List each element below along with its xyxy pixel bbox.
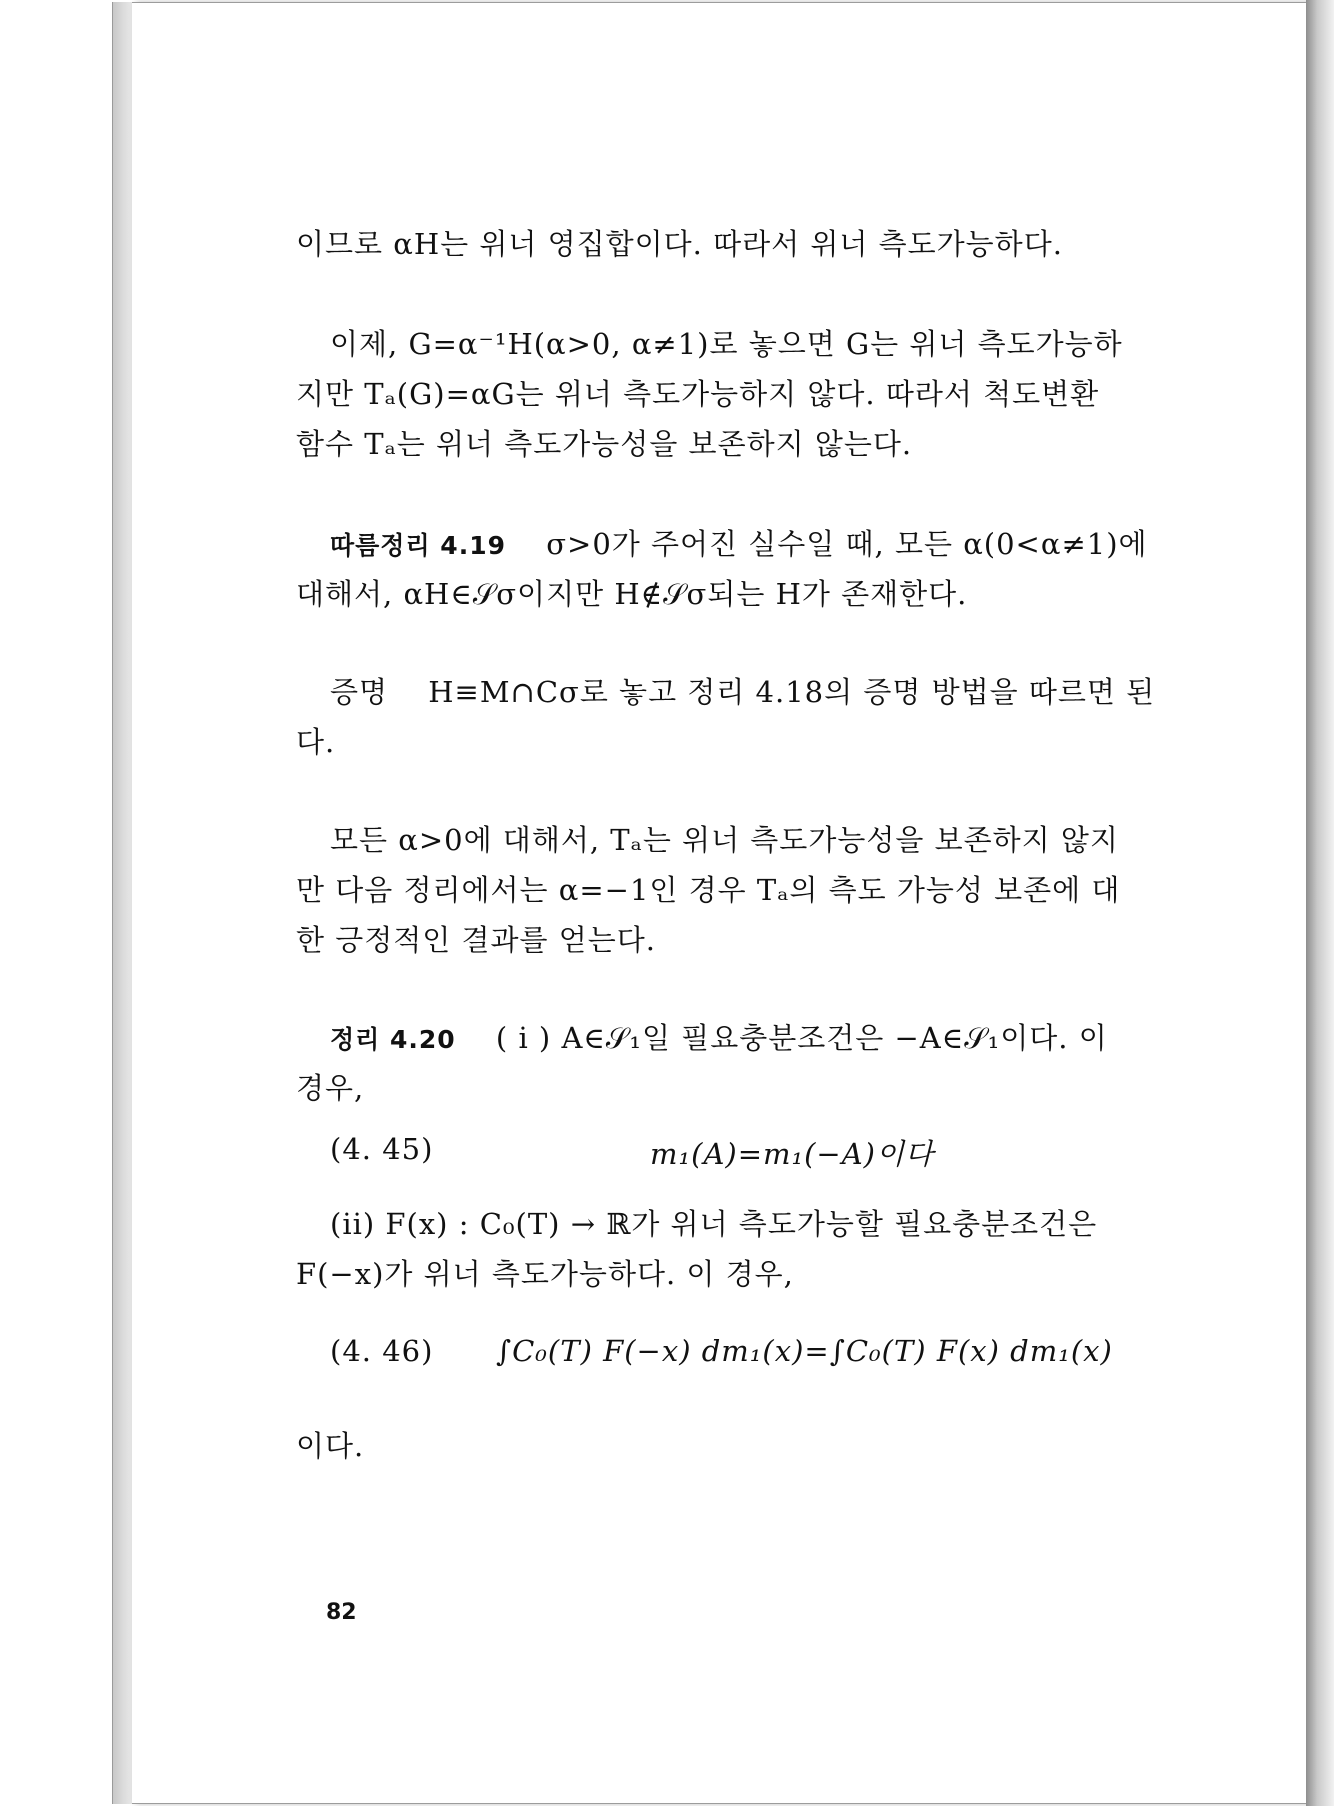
equation-4-45-number: (4. 45)	[330, 1132, 434, 1166]
theorem-line-1: ( i ) A∈𝒮₁일 필요충분조건은 −A∈𝒮₁이다. 이	[495, 1021, 1108, 1055]
equation-4-46-body: ∫C₀(T) F(−x) dm₁(x)=∫C₀(T) F(x) dm₁(x)	[496, 1334, 1113, 1368]
paragraph-5-line-3: 한 긍정적인 결과를 얻는다.	[296, 923, 657, 957]
equation-4-46-number: (4. 46)	[330, 1334, 434, 1368]
equation-4-45-body: m₁(A)=m₁(−A)이다	[650, 1137, 935, 1171]
paragraph-5-line-1: 모든 α>0에 대해서, Tₐ는 위너 측도가능성을 보존하지 않지	[330, 823, 1119, 857]
corollary-line-1: σ>0가 주어진 실수일 때, 모든 α(0<α≠1)에	[546, 527, 1148, 561]
page-number: 82	[326, 1600, 357, 1625]
book-right-edge	[1306, 0, 1334, 1806]
proof-line-1: H≡M∩Cσ로 놓고 정리 4.18의 증명 방법을 따르면 된	[428, 675, 1156, 709]
closing-text: 이다.	[296, 1429, 365, 1463]
theorem-4-20-heading	[330, 1016, 1108, 1057]
proof-label: 증명	[330, 675, 389, 709]
part-ii-line-1: (ii) F(x) : C₀(T) → ℝ가 위너 측도가능할 필요충분조건은	[330, 1207, 1098, 1241]
theorem-label: 정리 4.20	[330, 1025, 456, 1054]
part-ii-line-2: F(−x)가 위너 측도가능하다. 이 경우,	[296, 1257, 794, 1291]
corollary-label: 따름정리 4.19	[330, 531, 506, 560]
proof-heading	[330, 670, 1155, 711]
proof-line-2: 다.	[296, 725, 336, 759]
paragraph-2-line-3: 함수 Tₐ는 위너 측도가능성을 보존하지 않는다.	[296, 427, 913, 461]
theorem-line-2: 경우,	[296, 1071, 365, 1105]
paragraph-2-line-2: 지만 Tₐ(G)=αG는 위너 측도가능하지 않다. 따라서 척도변환	[296, 377, 1100, 411]
corollary-4-19-heading	[330, 522, 1148, 563]
paragraph-2-line-1: 이제, G=α⁻¹H(α>0, α≠1)로 놓으면 G는 위너 측도가능하	[330, 327, 1123, 361]
paragraph-5-line-2: 만 다음 정리에서는 α=−1인 경우 Tₐ의 측도 가능성 보존에 대	[296, 873, 1121, 907]
paragraph-1-line-1: 이므로 αH는 위너 영집합이다. 따라서 위너 측도가능하다.	[296, 227, 1063, 261]
corollary-line-2: 대해서, αH∈𝒮σ이지만 H∉𝒮σ되는 H가 존재한다.	[296, 577, 968, 611]
